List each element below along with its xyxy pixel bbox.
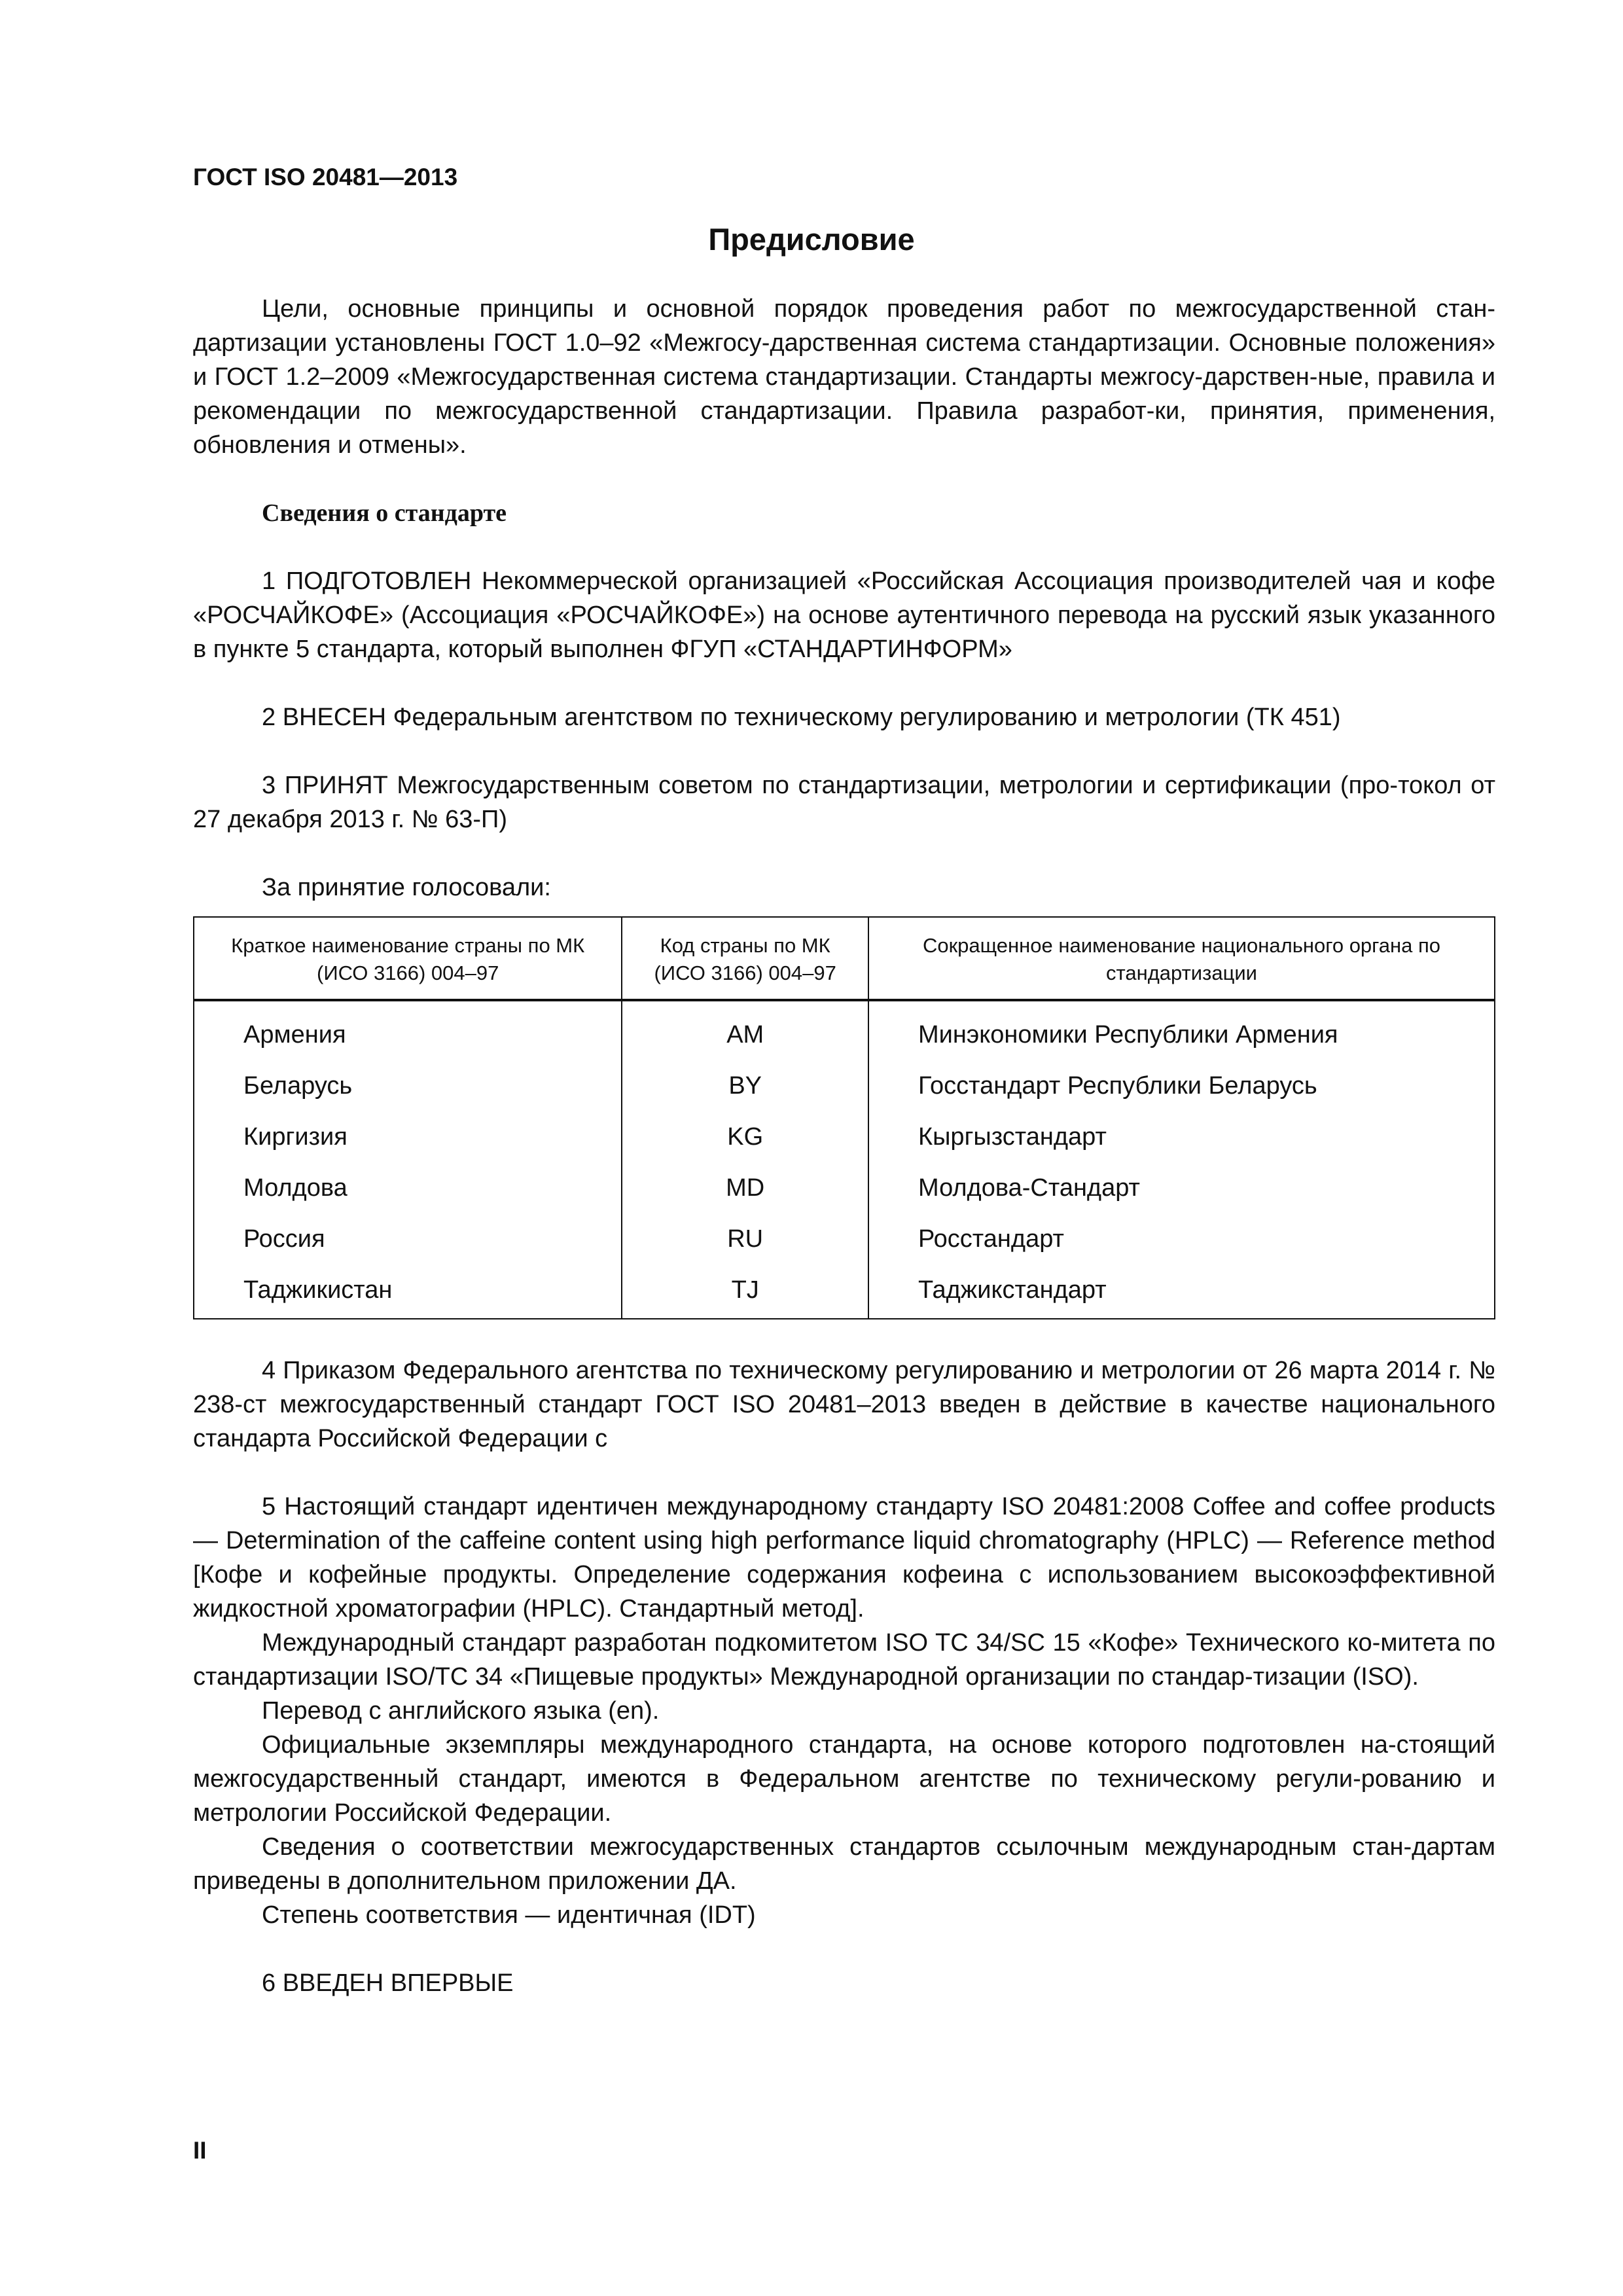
country-code: AM bbox=[622, 1000, 868, 1060]
country-name: Таджикистан bbox=[194, 1265, 622, 1319]
standards-body: Росстандарт bbox=[868, 1213, 1495, 1265]
item-2-paragraph: 2 ВНЕСЕН Федеральным агентством по техническому регулированию и метрологии (ТК 451) bbox=[262, 704, 1341, 731]
item-3-paragraph: 3 ПРИНЯТ Межгосударственным советом по стандартизации, метрологии и сертификации (про-токол от 27 декабря 2013 г. № 63-П) bbox=[193, 772, 1495, 833]
standards-body: Госстандарт Республики Беларусь bbox=[868, 1060, 1495, 1111]
country-name: Киргизия bbox=[194, 1111, 622, 1162]
standards-body: Таджикстандарт bbox=[868, 1265, 1495, 1319]
table-header-row bbox=[194, 917, 1495, 1000]
country-name: Беларусь bbox=[194, 1060, 622, 1111]
header-country-code: Код страны по МК (ИСО 3166) 004–97 bbox=[622, 917, 868, 1000]
document-body bbox=[193, 292, 1495, 2000]
standards-body: Молдова-Стандарт bbox=[868, 1162, 1495, 1213]
table-row bbox=[194, 1060, 1495, 1111]
table-row bbox=[194, 1111, 1495, 1162]
item-5-developer: Международный стандарт разработан подкомитетом ISO TC 34/SC 15 «Кофе» Технического ко-митета по стандартизации ISO/TC 34 «Пищевые продукты» Международной организации по стандар-тизации (ISO). bbox=[193, 1629, 1495, 1691]
header-country-name: Краткое наименование страны по МК (ИСО 3166) 004–97 bbox=[194, 917, 622, 1000]
item-6-paragraph: 6 ВВЕДЕН ВПЕРВЫЕ bbox=[262, 1969, 514, 1997]
standards-body: Кыргызстандарт bbox=[868, 1111, 1495, 1162]
header-standards-body: Сокращенное наименование национального органа по стандартизации bbox=[868, 917, 1495, 1000]
country-name: Молдова bbox=[194, 1162, 622, 1213]
country-code: TJ bbox=[622, 1265, 868, 1319]
vote-label: За принятие голосовали: bbox=[262, 874, 551, 901]
section-heading: Сведения о стандарте bbox=[262, 499, 507, 527]
page-number: II bbox=[193, 2137, 207, 2164]
country-code: KG bbox=[622, 1111, 868, 1162]
item-5-references: Сведения о соответствии межгосударственных стандартов ссылочным международным стан-дартам приведены в дополнительном приложении ДА. bbox=[193, 1833, 1495, 1895]
table-row bbox=[194, 1265, 1495, 1319]
document-code: ГОСТ ISO 20481—2013 bbox=[193, 164, 458, 190]
standards-body: Минэкономики Республики Армения bbox=[868, 1000, 1495, 1060]
country-code: BY bbox=[622, 1060, 868, 1111]
country-code: RU bbox=[622, 1213, 868, 1265]
item-5-official-copies: Официальные экземпляры международного стандарта, на основе которого подготовлен на-стоящий межгосударственный стандарт, имеются в Федеральном агентстве по техническому регули-рованию и метрологии Российской Федерации. bbox=[193, 1731, 1495, 1827]
country-name: Россия bbox=[194, 1213, 622, 1265]
table-row bbox=[194, 1162, 1495, 1213]
table-row bbox=[194, 1000, 1495, 1060]
country-code: MD bbox=[622, 1162, 868, 1213]
item-5-conformity-degree: Степень соответствия — идентичная (IDT) bbox=[262, 1901, 756, 1929]
country-name: Армения bbox=[194, 1000, 622, 1060]
item-5-paragraph: 5 Настоящий стандарт идентичен международному стандарту ISO 20481:2008 Coffee and coffee products — Determination of the caffeine content using high performance liquid chromatography (HPLC) — Reference method [Кофе и кофейные продукты. Определение содержания кофеина с использованием высокоэффективной жидкостной хроматографии (HPLC). Стандартный метод]. bbox=[193, 1493, 1495, 1623]
table-row bbox=[194, 1213, 1495, 1265]
intro-paragraph: Цели, основные принципы и основной порядок проведения работ по межгосударственной стан-дартизации установлены ГОСТ 1.0–92 «Межгосу-дарственная система стандартизации. Основные положения» и ГОСТ 1.2–2009 «Межгосударственная система стандартизации. Стандарты межгосу-дарствен-ные, правила и рекомендации по межгосударственной стандартизации. Правила разработ-ки, принятия, применения, обновления и отмены». bbox=[193, 295, 1495, 459]
voting-table bbox=[193, 916, 1495, 1319]
item-4-paragraph: 4 Приказом Федерального агентства по техническому регулированию и метрологии от 26 марта 2014 г. № 238-ст межгосударственный стандарт ГОСТ ISO 20481–2013 введен в действие в качестве национального стандарта Российской Федерации с bbox=[193, 1357, 1495, 1452]
item-1-paragraph: 1 ПОДГОТОВЛЕН Некоммерческой организацией «Российская Ассоциация производителей чая и кофе «РОСЧАЙКОФЕ» (Ассоциация «РОСЧАЙКОФЕ») на основе аутентичного перевода на русский язык указанного в пункте 5 стандарта, который выполнен ФГУП «СТАНДАРТИНФОРМ» bbox=[193, 567, 1495, 663]
item-5-translation: Перевод с английского языка (en). bbox=[262, 1697, 660, 1725]
page-title: Предисловие bbox=[708, 222, 915, 257]
